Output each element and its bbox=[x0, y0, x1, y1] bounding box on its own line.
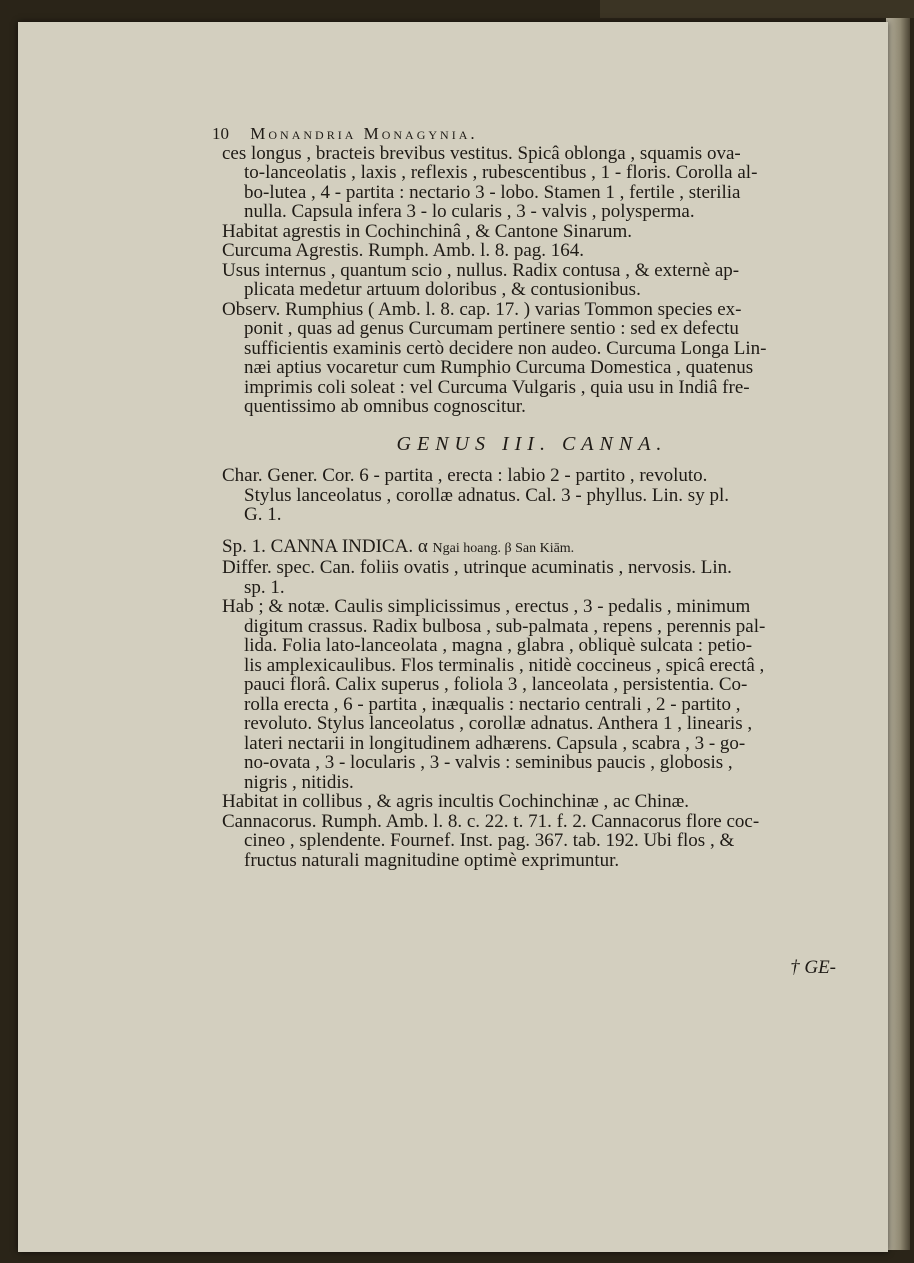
text-block-canna bbox=[222, 558, 842, 870]
page-text bbox=[212, 124, 842, 978]
text-line: to-lanceolatis , laxis , reflexis , rubescentibus , 1 - floris. Corolla al- bbox=[244, 162, 758, 183]
text-line: Habitat in collibus , & agris incultis Cochinchinæ , ac Chinæ. bbox=[222, 791, 690, 812]
species-title: Sp. 1. CANNA INDICA. α bbox=[222, 535, 428, 557]
text-line: Stylus lanceolatus , corollæ adnatus. Cal. 3 - phyllus. Lin. sy pl. bbox=[244, 484, 729, 506]
page-number: 10 bbox=[212, 124, 229, 143]
text-line: pauci florâ. Calix superus , foliola 3 , lanceolata , persistentia. Co- bbox=[244, 674, 748, 695]
book-cover-edge bbox=[600, 0, 914, 18]
text-line: G. 1. bbox=[244, 504, 282, 525]
text-line: cineo , splendente. Fournef. Inst. pag. 367. tab. 192. Ubi flos , & bbox=[244, 830, 735, 851]
text-line: lida. Folia lato-lanceolata , magna , glabra , obliquè sulcata : petio- bbox=[244, 635, 753, 656]
species-heading bbox=[222, 537, 842, 559]
text-line: lateri nectarii in longitudinem adhærens. Capsula , scabra , 3 - go- bbox=[244, 732, 746, 754]
text-line: ponit , quas ad genus Curcumam pertinere sentio : sed ex defectu bbox=[244, 318, 739, 339]
text-line: Char. Gener. Cor. 6 - partita , erecta : labio 2 - partito , revoluto. bbox=[222, 465, 708, 486]
text-block-character bbox=[222, 466, 842, 525]
text-line: sp. 1. bbox=[244, 576, 285, 598]
text-line: ces longus , bracteis brevibus vestitus. Spicâ oblonga , squamis ova- bbox=[222, 142, 741, 164]
text-line: Habitat agrestis in Cochinchinâ , & Cantone Sinarum. bbox=[222, 220, 633, 242]
text-line: quentissimo ab omnibus cognoscitur. bbox=[244, 396, 526, 417]
text-line: bo-lutea , 4 - partita : nectario 3 - lobo. Stamen 1 , fertile , sterilia bbox=[244, 181, 741, 203]
text-line: nulla. Capsula infera 3 - lo cularis , 3 - valvis , polysperma. bbox=[244, 201, 695, 222]
text-line: plicata medetur artuum doloribus , & contusionibus. bbox=[244, 279, 641, 300]
catchword: † GE- bbox=[790, 957, 836, 978]
text-line: Cannacorus. Rumph. Amb. l. 8. c. 22. t. 71. f. 2. Cannacorus flore coc- bbox=[222, 810, 760, 832]
text-line: Usus internus , quantum scio , nullus. Radix contusa , & externè ap- bbox=[222, 259, 740, 281]
text-line: Differ. spec. Can. foliis ovatis , utrinque acuminatis , nervosis. Lin. bbox=[222, 557, 732, 578]
text-line: næi aptius vocaretur cum Rumphio Curcuma Domestica , quatenus bbox=[244, 357, 754, 378]
species-vernacular: Ngai hoang. β San Kiām. bbox=[432, 540, 575, 556]
text-line: imprimis coli soleat : vel Curcuma Vulgaris , quia usu in Indiâ fre- bbox=[244, 376, 750, 398]
page-edge bbox=[886, 18, 910, 1250]
genus-heading: GENUS III. CANNA. bbox=[396, 432, 668, 455]
running-header bbox=[212, 124, 842, 144]
text-line: nigris , nitidis. bbox=[244, 771, 354, 793]
text-line: rolla erecta , 6 - partita , inæqualis : nectario centrali , 2 - partito , bbox=[244, 693, 741, 715]
text-block-curcuma bbox=[222, 144, 842, 417]
text-line: Observ. Rumphius ( Amb. l. 8. cap. 17. ) varias Tommon species ex- bbox=[222, 298, 742, 320]
text-line: sufficientis examinis certò decidere non audeo. Curcuma Longa Lin- bbox=[244, 337, 767, 359]
text-line: digitum crassus. Radix bulbosa , sub-palmata , repens , perennis pal- bbox=[244, 615, 766, 637]
text-line: revoluto. Stylus lanceolatus , corollæ adnatus. Anthera 1 , linearis , bbox=[244, 713, 753, 734]
text-line: no-ovata , 3 - locularis , 3 - valvis : seminibus paucis , globosis , bbox=[244, 752, 733, 773]
text-line: Hab ; & notæ. Caulis simplicissimus , erectus , 3 - pedalis , minimum bbox=[222, 596, 751, 617]
running-title: Monandria Monagynia. bbox=[250, 124, 478, 143]
text-line: Curcuma Agrestis. Rumph. Amb. l. 8. pag. 164. bbox=[222, 240, 585, 261]
text-line: lis amplexicaulibus. Flos terminalis , nitidè coccineus , spicâ erectâ , bbox=[244, 654, 765, 676]
text-line: fructus naturali magnitudine optimè exprimuntur. bbox=[244, 849, 620, 871]
